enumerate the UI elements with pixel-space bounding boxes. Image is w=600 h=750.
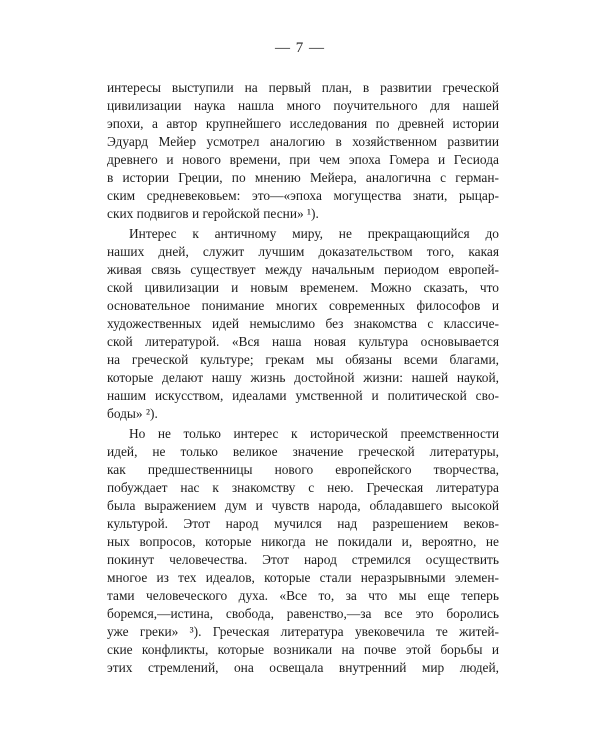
text-line: наших дней, служит лучшим доказательством того, какая [107,244,499,259]
text-line: эпохи, а автор крупнейшего исследования по древней истории [107,116,499,131]
text-line: ных вопросов, которые никогда не покидали и, вероятно, не [107,534,499,549]
text-line: многое из тех идеалов, которые стали неразрывными элемен- [107,570,499,585]
text-line: нашим искусством, идеалами умственной и политической сво- [107,388,499,403]
text-line: покинут человечества. Этот народ стремился осуществить [107,552,499,567]
text-line: Но не только интерес к исторической преемственности [129,426,499,441]
text-line: была выражением дум и чувств народа, обладавшего высокой [107,498,499,513]
text-line: древнего и нового времени, при чем эпоха Гомера и Гесиода [107,152,499,167]
text-line: основательное понимание многих современных философов и [107,298,499,313]
text-line: которые делают нашу жизнь достойной жизни: нашей наукой, [107,370,499,385]
text-line: ской литературой. «Вся наша новая культура основывается [107,334,499,349]
text-line: идей, не только великое значение греческой литературы, [107,444,499,459]
text-line: художественных идей немыслимо без знакомства с классиче- [107,316,499,331]
text-line: ских подвигов и геройской песни» ¹). [107,206,319,221]
page-number: — 7 — [275,40,325,56]
text-line: на греческой культуре; грекам мы обязаны всеми благами, [107,352,499,367]
text-line: Эдуард Мейер усмотрел аналогию в хозяйственном развитии [107,134,499,149]
text-line: этих стремлений, она освещала внутренний мир людей, [107,660,499,675]
text-line: интересы выступили на первый план, в развитии греческой [107,80,499,95]
text-line: в истории Греции, по мнению Мейера, аналогична с герман- [107,170,499,185]
text-line: Интерес к античному миру, не прекращающийся до [129,226,499,241]
text-line: как предшественницы нового европейского творчества, [107,462,499,477]
text-line: уже греки» ³). Греческая литература увековечила те житей- [107,624,499,639]
text-line: цивилизации наука нашла много поучительного для нашей [107,98,499,113]
text-line: культурой. Этот народ мучился над разрешением веков- [107,516,499,531]
text-line: ским средневековьем: это—«эпоха могущества знати, рыцар- [107,188,499,203]
text-line: боды» ²). [107,406,158,421]
text-line: ской цивилизации и новым временем. Можно сказать, что [107,280,499,295]
text-line: живая связь существует между начальным периодом европей- [107,262,499,277]
text-line: ские конфликты, которые возникали на почве этой борьбы и [107,642,499,657]
text-line: тами человеческого духа. «Все то, за что мы еще теперь [107,588,499,603]
text-line: побуждает нас к знакомству с нею. Греческая литература [107,480,499,495]
text-line: боремся,—истина, свобода, равенство,—за все это боролись [107,606,499,621]
